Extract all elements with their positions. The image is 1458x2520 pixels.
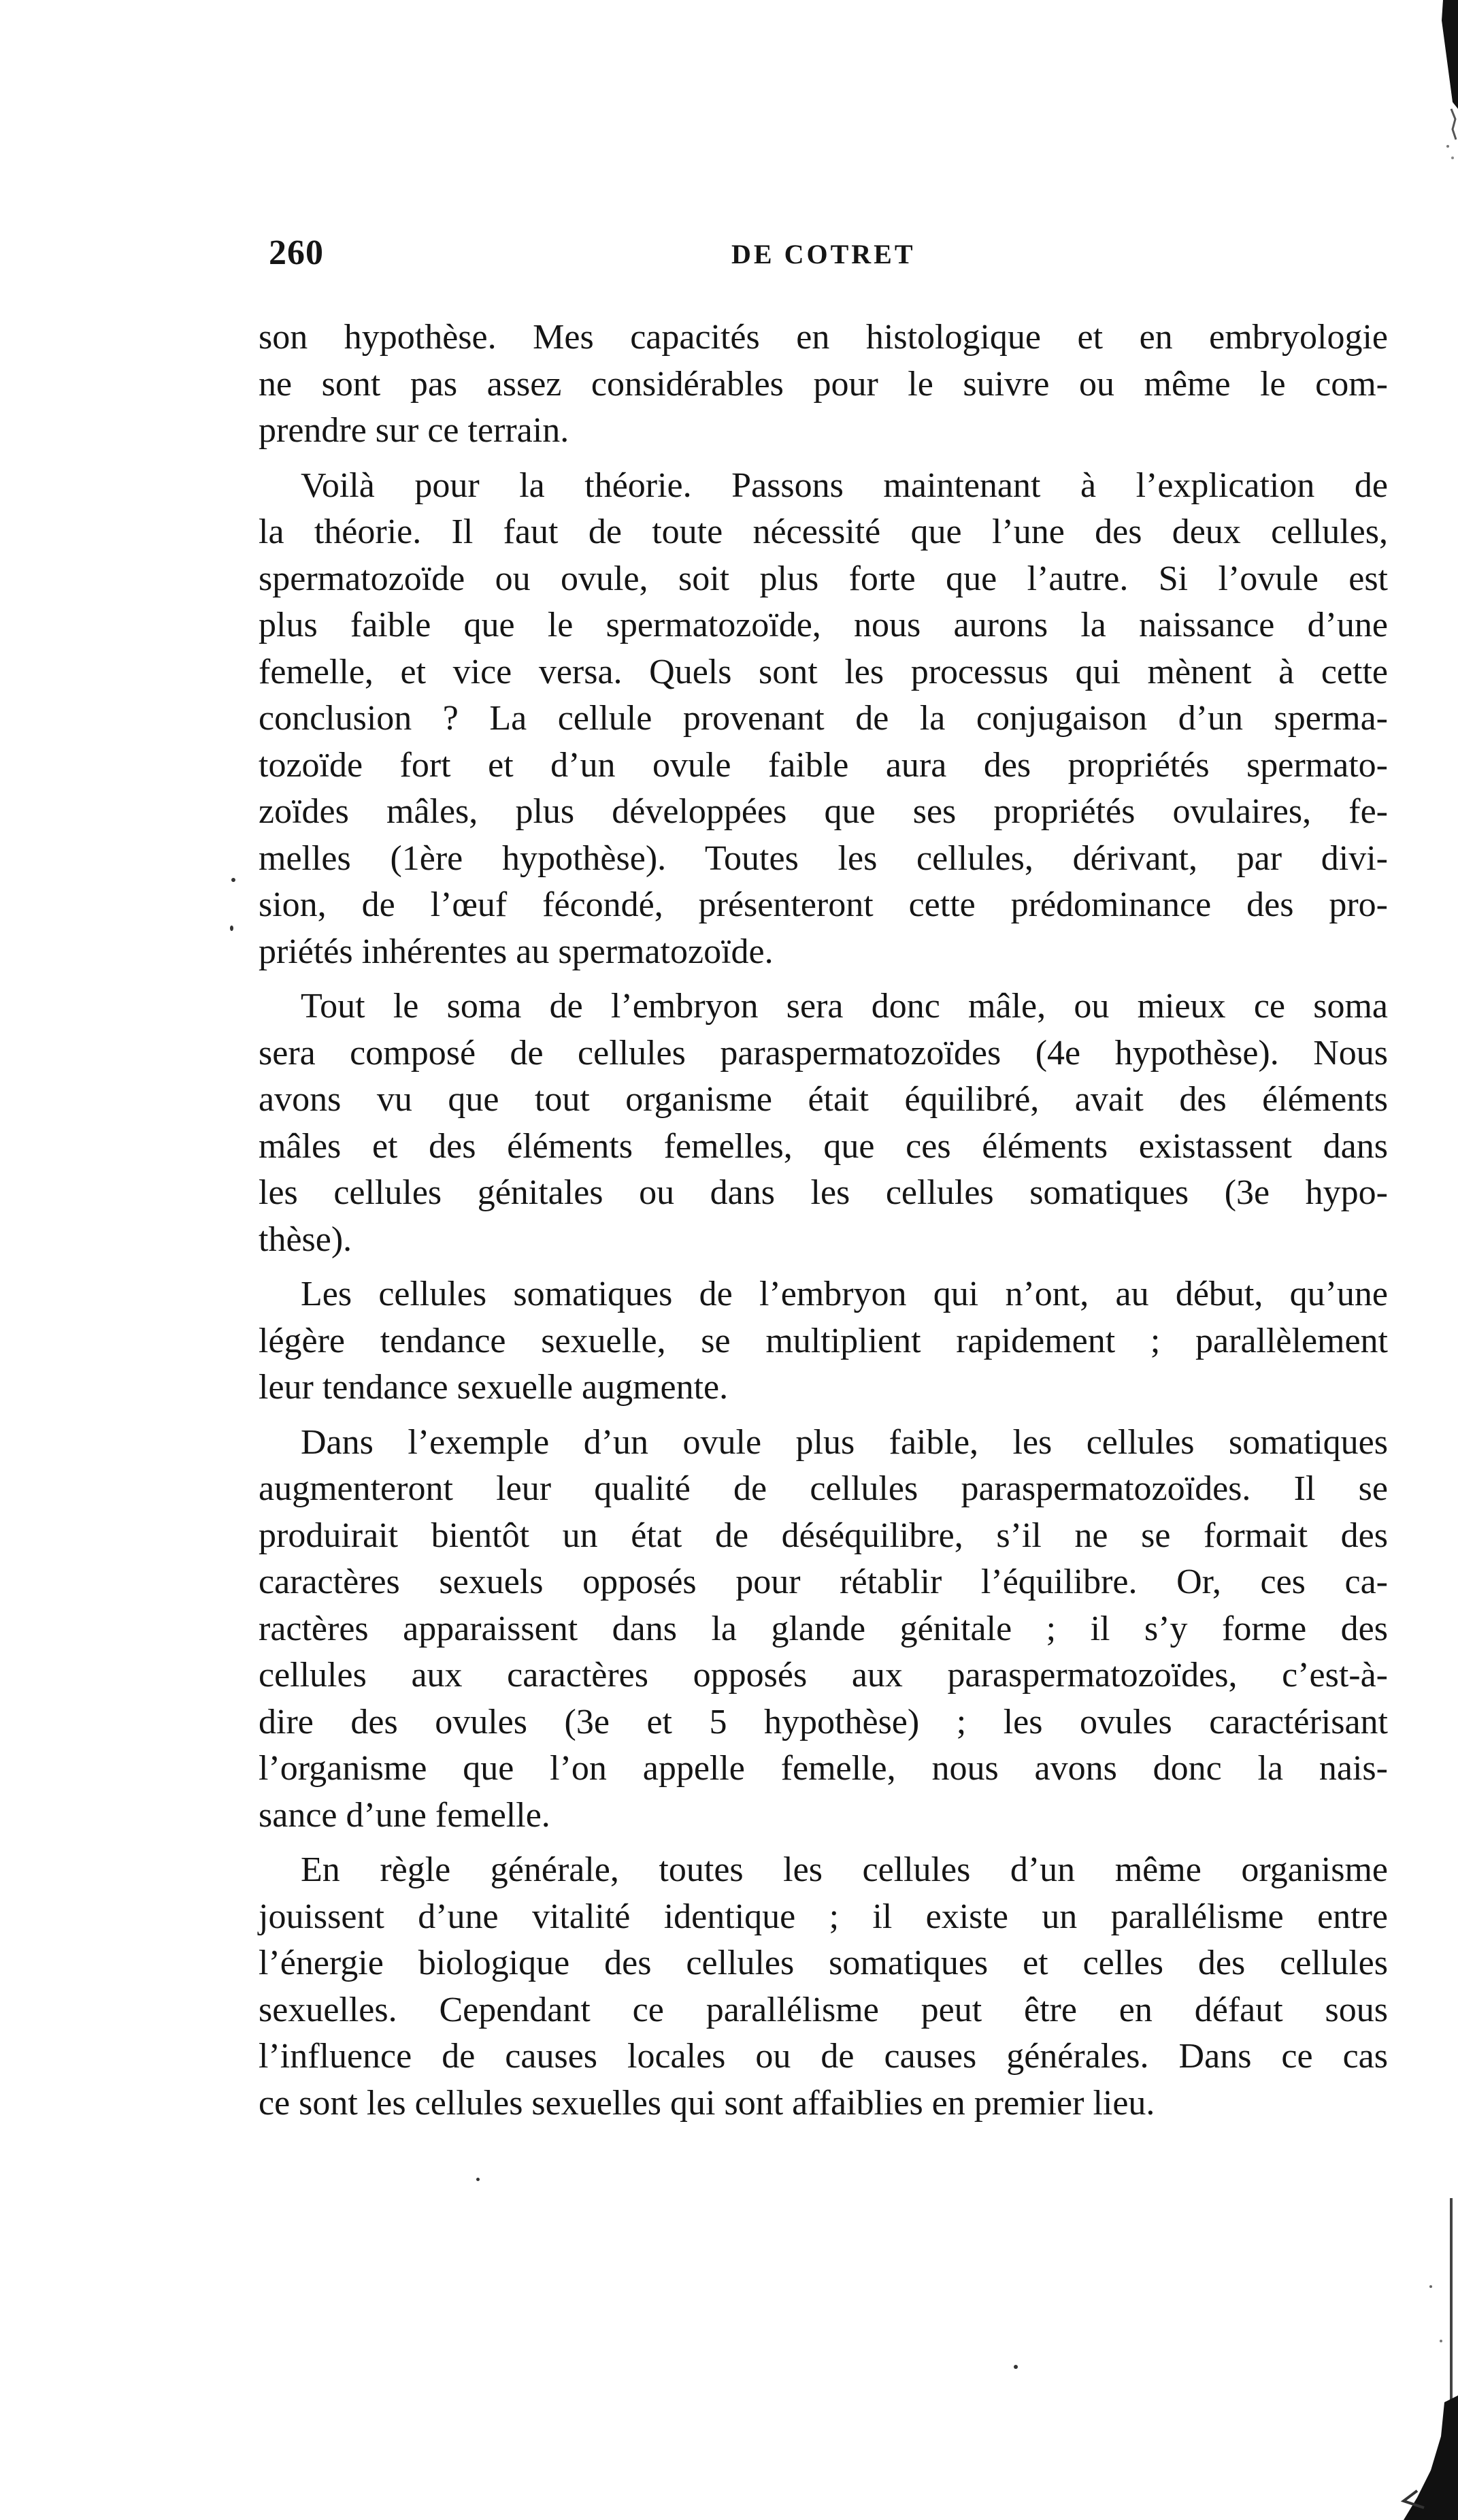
page-speck — [476, 2178, 480, 2181]
paragraph-4 — [259, 1271, 1388, 1411]
page-speck — [1014, 2365, 1018, 2369]
text-line: augmenteront leur qualité de cellules paraspermatozoïdes. Il se — [259, 1469, 1388, 1508]
text-line: ne sont pas assez considérables pour le suivre ou même le com- — [259, 364, 1388, 404]
text-line: jouissent d’une vitalité identique ; il existe un parallélisme entre — [259, 1897, 1388, 1936]
text-line: l’énergie biologique des cellules somatiques et celles des cellules — [259, 1944, 1388, 1982]
text-line: femelle, et vice versa. Quels sont les processus qui mènent à cette — [259, 652, 1388, 691]
margin-speck — [230, 926, 233, 931]
scan-edge-artifact-bottom — [1376, 2198, 1458, 2520]
text-line: conclusion ? La cellule provenant de la conjugaison d’un sperma- — [259, 699, 1388, 738]
paragraph-5 — [259, 1420, 1388, 1839]
text-line: Tout le soma de l’embryon sera donc mâle, ou mieux ce soma — [301, 987, 1388, 1026]
text-line: ractères apparaissent dans la glande génitale ; il s’y forme des — [259, 1609, 1388, 1648]
text-line: avons vu que tout organisme était équilibré, avait des éléments — [259, 1080, 1388, 1119]
text-line: Dans l’exemple d’un ovule plus faible, les cellules somatiques — [301, 1422, 1388, 1462]
text-line: cellules aux caractères opposés aux paraspermatozoïdes, c’est-à- — [259, 1656, 1388, 1695]
text-line: melles (1ère hypothèse). Toutes les cellules, dérivant, par divi- — [259, 838, 1388, 878]
margin-speck — [231, 878, 235, 882]
text-line: son hypothèse. Mes capacités en histologique et en embryologie — [259, 318, 1388, 357]
text-line: sion, de l’œuf fécondé, présenteront cette prédominance des pro- — [259, 885, 1388, 924]
paragraph-3 — [259, 983, 1388, 1263]
text-line: plus faible que le spermatozoïde, nous aurons la naissance d’une — [259, 606, 1388, 644]
text-line: Voilà pour la théorie. Passons maintenant à l’explication de — [301, 465, 1388, 505]
running-head: DE COTRET — [731, 239, 916, 269]
text-line: En règle générale, toutes les cellules d’un même organisme — [301, 1850, 1388, 1889]
text-line: l’influence de causes locales ou de causes générales. Dans ce cas — [259, 2037, 1388, 2076]
text-line: caractères sexuels opposés pour rétablir l’équilibre. Or, ces ca- — [259, 1562, 1388, 1601]
text-line: priétés inhérentes au spermatozoïde. — [259, 932, 774, 971]
paragraph-6 — [259, 1847, 1388, 2127]
text-line: thèse). — [259, 1220, 352, 1259]
text-line: spermatozoïde ou ovule, soit plus forte que l’autre. Si l’ovule est — [259, 559, 1388, 598]
text-line: sera composé de cellules paraspermatozoïdes (4e hypothèse). Nous — [259, 1033, 1388, 1073]
text-line: les cellules génitales ou dans les cellules somatiques (3e hypo- — [259, 1173, 1388, 1212]
page-header — [269, 233, 1388, 287]
text-line: l’organisme que l’on appelle femelle, nous avons donc la nais- — [259, 1749, 1388, 1788]
body-text — [259, 314, 1388, 2135]
text-line: prendre sur ce terrain. — [259, 411, 569, 450]
text-line: mâles et des éléments femelles, que ces éléments existassent dans — [259, 1126, 1388, 1166]
text-line: produirait bientôt un état de déséquilibre, s’il ne se formait des — [259, 1516, 1388, 1555]
text-line: légère tendance sexuelle, se multiplient rapidement ; parallèlement — [259, 1321, 1388, 1360]
scan-edge-artifact-top — [1417, 0, 1458, 177]
paragraph-2 — [259, 463, 1388, 976]
text-line: zoïdes mâles, plus développées que ses propriétés ovulaires, fe- — [259, 792, 1388, 831]
text-line: ce sont les cellules sexuelles qui sont affaiblies en premier lieu. — [259, 2083, 1155, 2123]
text-line: tozoïde fort et d’un ovule faible aura des propriétés spermato- — [259, 745, 1388, 785]
text-line: sance d’une femelle. — [259, 1795, 550, 1835]
text-line: leur tendance sexuelle augmente. — [259, 1368, 729, 1407]
page-number: 260 — [269, 233, 324, 272]
paragraph-1 — [259, 314, 1388, 455]
text-line: dire des ovules (3e et 5 hypothèse) ; les ovules caractérisant — [259, 1702, 1388, 1741]
text-line: sexuelles. Cependant ce parallélisme peut être en défaut sous — [259, 1990, 1388, 2029]
text-line: la théorie. Il faut de toute nécessité que l’une des deux cellules, — [259, 512, 1388, 551]
text-line: Les cellules somatiques de l’embryon qui n’ont, au début, qu’une — [301, 1275, 1388, 1313]
